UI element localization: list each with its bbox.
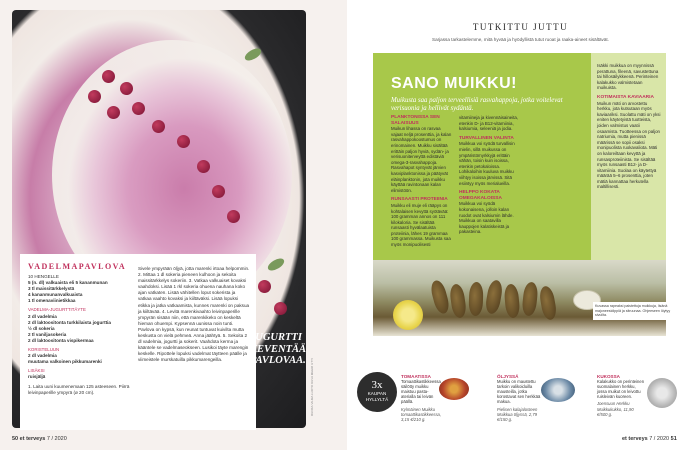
magazine-name: et terveys (19, 436, 46, 442)
raspberry (274, 302, 287, 315)
fried-fish (504, 283, 521, 318)
raspberry (197, 160, 210, 173)
badge-line: KAUPAN (367, 391, 387, 396)
raspberry (258, 280, 271, 293)
product-image-can-oil (541, 378, 575, 402)
section-intro: Sarjassa tarkastelemme, mitä hyvää ja hyödyllistä tutut ruoat ja raaka-aineet sisältävät. (432, 37, 609, 42)
article-column-1 (391, 115, 453, 248)
raspberry (177, 135, 190, 148)
ingredient: 2 dl laktoositonta turkkilaista jogurttia (28, 319, 111, 325)
product-name: KUKOSSA (597, 374, 620, 379)
subheading: RUNSAASTI PROTEIINIA (391, 197, 448, 203)
raspberry (212, 185, 225, 198)
product-price: Kylmäinen Muikku tomaattikastikkeessa, 3,15 €/210 g. (401, 406, 442, 422)
ingredient: muutama valkoinen pikkumarenki (28, 359, 102, 365)
shelf-badge (357, 372, 397, 412)
ingredient: 1 tl omenaviinietikkaa (28, 298, 76, 304)
servings: 10 HENGELLE (28, 274, 59, 279)
raspberry (88, 90, 101, 103)
section-kicker: TUTKITTU JUTTU (472, 22, 569, 32)
fried-fish (484, 279, 504, 315)
ingredient: 4 kananmunanvalkuaista (28, 292, 83, 298)
magazine-name: et terveys (622, 436, 648, 442)
subheading: PLANKTONISSA SEN SALAISUUS (391, 115, 440, 126)
topping-title: VADELMA-JUGURTTITÄYTE (28, 307, 86, 313)
raspberry (132, 102, 145, 115)
ingredient: ruisjäljä (28, 374, 46, 380)
page-number: 50 (12, 436, 19, 442)
product-name: ÖLJYSSÄ (497, 374, 519, 379)
article-headline: SANO MUIKKU! (391, 75, 517, 92)
ingredient: 2 dl laktoositonta vispikermaa (28, 337, 94, 343)
badge-count: 3x (371, 379, 383, 391)
fried-fish (429, 279, 451, 315)
product-text: Kalakukko on perinteinen suomalainen herkku, jossa muikut on leivottu ruisleivän kuoreen. (597, 379, 645, 400)
subheading: KOTIMAISTA KAVIAARIA (597, 94, 654, 100)
garnish-title: KORISTELUUN (28, 347, 60, 353)
raspberry (107, 106, 120, 119)
article-column-2 (459, 115, 521, 235)
product-oil (497, 374, 541, 422)
paragraph: Muikkua voi syödä kokonaisena, jolloin kalan ruodot ovat kalsiumin lähde. Muikkua on saatavilla kauppojen kalatiskeistä ja pakasteina. (459, 201, 514, 235)
ingredient: 5 (n. dl) valkuaista eli 5 kananmunan (28, 280, 108, 286)
right-footer (622, 436, 677, 442)
page-number: 51 (670, 436, 677, 442)
method-step: 1. Laita uuni kuumenemaan 125 asteeseen. Piirrä leivinpaperille ympyrä (ø 20 cm). (28, 383, 130, 395)
ingredient: 2 tl vaniljasokeria (28, 331, 67, 337)
fried-fish (449, 283, 468, 319)
product-tomato (401, 374, 441, 422)
photo-caption: JUGURTTI KEVENTÄÄ PAVLOVAA. (250, 332, 307, 366)
subheading: HELPPO KOKATA OMEGAKALOISSA (459, 190, 502, 201)
subheading: TURVALLINEN VALINTA (459, 135, 514, 141)
product-text: Tomaattikastikkeessa säilötty muikku maistuu pasta-aterialla tai leivän päällä. (401, 379, 441, 405)
ingredient: 3 tl maissitärkkelystä (28, 286, 75, 292)
fried-vendace-photo (373, 260, 666, 336)
raspberry (152, 120, 165, 133)
raspberry (120, 82, 133, 95)
ingredient: ½ dl sokeria (28, 325, 55, 331)
fried-fish (538, 285, 558, 321)
paragraph: Muikku eli muje eli rääpys on kohtalaisen kevyttä syötävää: 100 gramman annos on 111 kilokaloria. Se sisältää runsaasti hyvälaatuista proteiinia, lähes 19 grammaa 100 grammassa. Muikusta saa myös monipuolisesti (391, 202, 451, 248)
paragraph: Muikun lihassa on rasvaa vajaat neljä prosenttia, ja kalan rasvahappokoostumus on erinomainen. Muikku sisältää erittäin paljon hyviä, sydän- ja verisuoniterveyttä edistäviä omega-3-rasvahappoja. Rasvahapot syntyvät järvien kasviplanktonissa ja päätyvät eläinplanktonin, jota muikku käyttää ravintonaan kalan elimistöön. (391, 126, 452, 193)
badge-line: HYLLYLTÄ (365, 396, 389, 402)
issue-number: 7 / 2020 (649, 436, 670, 442)
ingredient: 2 dl vadelmia (28, 353, 57, 359)
product-image-can-tomato (439, 378, 469, 400)
paragraph: Isäkki muikkua on myynnissä perattuna, fileenä, savustettuna tai hillosäilykkeenä. Perinteinen kalakukko valmistetaan muikuista. (597, 63, 659, 91)
recipe-box (20, 254, 256, 430)
paragraph: vitamiineja ja kivennäisaineita, etenkin D- ja B12-vitamiinia, kalsiumia, seleeniä ja jodia. (459, 115, 519, 132)
recipe-title: VADELMAPAVLOVA (28, 262, 127, 271)
fried-fish (521, 281, 538, 316)
paragraph: Muikkua voi syödä turvallisin mielin, sillä muikussa on ympäristömyrkkyjä erittäin vähän, toisin kuin isoissa, etenkin petokaloissa. Lohikaloihin kuuluva muikku viihtyy isoissa järvissä. Sitä esiintyy myös merialueilla. (459, 141, 515, 186)
leaf (243, 46, 263, 63)
extra-title: LISÄKSI (28, 368, 45, 374)
leaf (266, 256, 286, 273)
product-text: Muikku on maustettu tarkoin valikoiduilla mausteilla, jotka korostavat sen herkkää makua. (497, 379, 541, 405)
product-kukko (597, 374, 645, 417)
photo-note: Kuvassa rapeaksi paistettuja muikkuja, lisänä majoneesidippiä ja sitruunaa. Ohjeeseen löytyy sivuilta. (593, 302, 673, 320)
raspberry (102, 70, 115, 83)
article-column-3 (597, 63, 661, 190)
product-price: Pielisen kalajalosteen Muikkua öljyssä, 2,79 €/150 g. (497, 406, 538, 422)
product-price: Joensuun Herkku Muikkukukko, 11,90 €/500 g. (597, 401, 634, 417)
ingredient: 2 dl vadelmia (28, 313, 57, 319)
left-footer (12, 436, 67, 442)
right-page (347, 0, 694, 450)
photo-credit: RUOKA VILMA LUOTO KUVA MEERI UTTI (310, 358, 314, 416)
raspberry (227, 210, 240, 223)
lemon-slice (393, 300, 423, 330)
recipe-ingredients (28, 274, 130, 396)
product-name: TOMAATISSA (401, 374, 431, 379)
issue-number: 7 / 2020 (46, 436, 67, 442)
article-deck: Muikusta saa paljon terveellisiä rasvahappoja, jotka voitelevat verisuonia ja hellivät sydäntä. (391, 97, 563, 112)
product-image-kukko (647, 378, 677, 408)
recipe-method: Sivele ympyrään öljyä, jotta marenki irtoaa helpommin. 2. Mittaa 1 dl sokeria pieneen kulhoon ja sekoita maissitärkkelys sokeriin. 3. Vatkaa valkuaiset kovaksi vaahdoksi. Lisää 1 rkl sokeria ohuena nauhana koko ajan vatkaten. Lisää vähitellen loput sokerista ja vatkaa vaahto kovaksi ja kiiltäväksi. Lisää lopuksi etikka ja jatka vatkaamista, kunnes marenki on paksua ja kiiltävää. 4. Levitä marenkivaahto leivinpaperille ympyrän sisään niin, että marenkikeko on keskeltä hieman ohuempi. Kypsennä uunissa noin tunti. Pavlova on kypsä, kun reunat tuntuvat kuivilta mutta keskusta on vielä pehmeä. Anna jäähtyä. 5. Sekoita 2 dl vadelmia, jogurtti ja sokerit. Vaahdota kerma ja kääntele se vadelmaseokseen. Lusikoi täyte marengin keskelle. Ripottele lopuksi vadelmat täytteen päälle ja viimeistele murskatuilla pikkumarengeilla. (138, 266, 250, 363)
fried-fish (468, 282, 483, 316)
paragraph: Muikun mäti on arvostettu herkku, jota kutsutaan myös kaviaariksi. Suolattu mäti on yksi eniten käytetyistä tuotteista, joiden valmistus vaatii osaamista. Tuotteessa on paljon natriumia, mutta pienissä määrissä se sopii osaksi monipuolista ruokavaliota. Mäti on kaloreiltaan kevyttä ja runsasproteiinista. Se sisältää myös runsaasti B12- ja D-vitamiinia. Suolaa on käytettyä määrää 5–6 prosenttia, joten mätiä kannattaa herkutella maltillisesti. (597, 100, 661, 190)
